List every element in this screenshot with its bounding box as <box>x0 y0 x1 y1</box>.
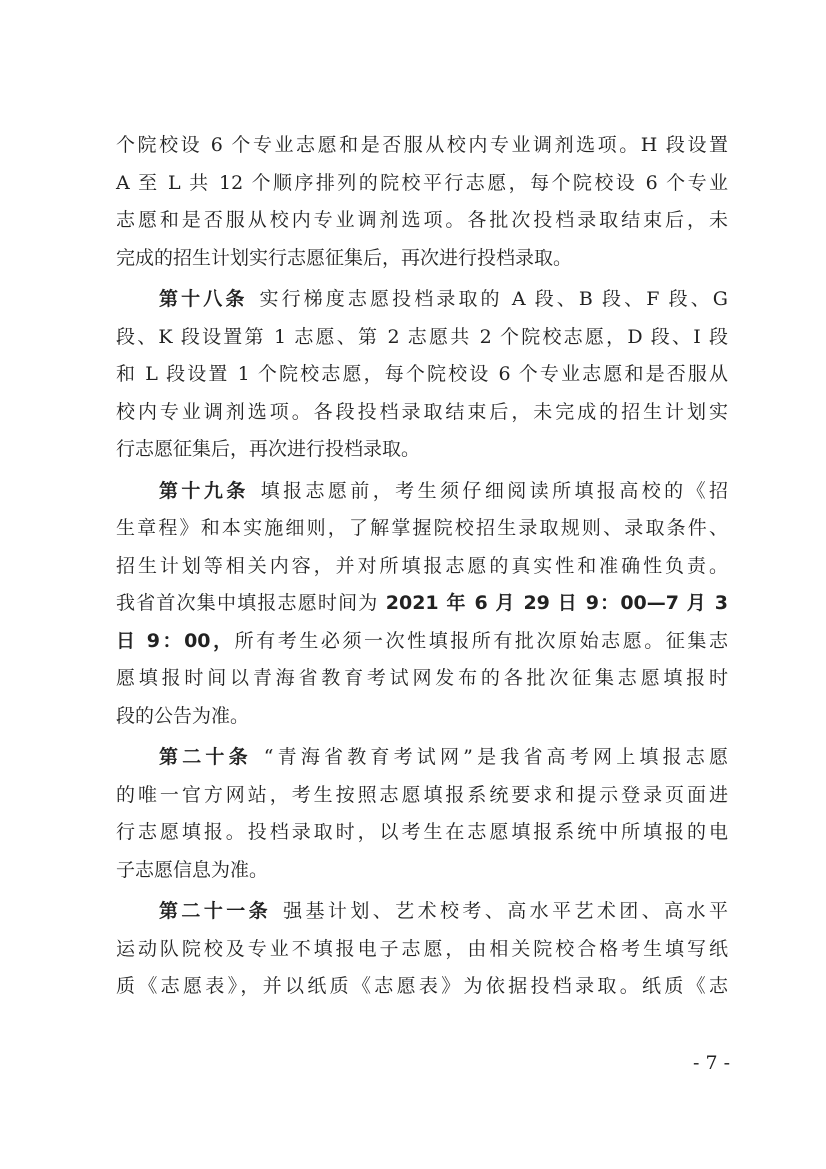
article-21 <box>116 893 728 1006</box>
text-line: 完成的招生计划实行志愿征集后，再次进行投档录取。 <box>116 246 573 269</box>
article-heading: 第二十条 <box>159 746 252 768</box>
text-line: 和 L 段设置 1 个院校志愿，每个院校设 6 个专业志愿和是否服从 <box>116 363 728 385</box>
text-line: 的唯一官方网站，考生按照志愿填报系统要求和提示登录页面进 <box>116 783 728 806</box>
article-20 <box>116 739 728 889</box>
text-line: 招生计划等相关内容，并对所填报志愿的真实性和准确性负责。 <box>116 554 728 577</box>
text-line: 校内专业调剂选项。各段投档录取结束后，未完成的招生计划实 <box>116 400 728 423</box>
article-18 <box>116 281 728 469</box>
text-line: 第十八条 实行梯度志愿投档录取的 A 段、B 段、F 段、G <box>159 288 728 310</box>
text-line: 第十九条 填报志愿前，考生须仔细阅读所填报高校的《招 <box>159 479 728 502</box>
paragraph-continuation <box>116 127 728 277</box>
text-line: 生章程》和本实施细则，了解掌握院校招生录取规则、录取条件、 <box>116 517 728 539</box>
page-number: - 7 - <box>692 1052 730 1074</box>
text-line: 段的公告为准。 <box>116 704 250 727</box>
text-line: 段、K 段设置第 1 志愿、第 2 志愿共 2 个院校志愿，D 段、I 段 <box>116 325 728 348</box>
text-line: 志愿和是否服从校内专业调剂选项。各批次投档录取结束后，未 <box>116 209 728 231</box>
text-line: 愿填报时间以青海省教育考试网发布的各批次征集志愿填报时 <box>116 667 728 689</box>
article-heading: 第十八条 <box>159 288 248 310</box>
deadline-start: 2021 年 6 月 29 日 9：00—7 月 3 <box>385 592 729 614</box>
text-line: 个院校设 6 个专业志愿和是否服从校内专业调剂选项。H 段设置 <box>116 134 728 156</box>
article-heading: 第二十一条 <box>159 900 272 922</box>
text-line: 我省首次集中填报志愿时间为 2021 年 6 月 29 日 9：00—7 月 3 <box>116 592 729 614</box>
text-line: 运动队院校及专业不填报电子志愿，由相关院校合格考生填写纸 <box>116 937 728 960</box>
text-line: 日 9：00，所有考生必须一次性填报所有批次原始志愿。征集志 <box>116 629 728 652</box>
document-body <box>116 127 728 1006</box>
text-line: 第二十条 “青海省教育考试网”是我省高考网上填报志愿 <box>159 746 728 768</box>
text-line: A 至 L 共 12 个顺序排列的院校平行志愿，每个院校设 6 个专业 <box>116 171 728 194</box>
article-heading: 第十九条 <box>159 479 249 502</box>
deadline-end: 日 9：00， <box>116 629 235 652</box>
text-line: 质《志愿表》，并以纸质《志愿表》为依据投档录取。纸质《志 <box>116 975 728 997</box>
text-line: 行志愿填报。投档录取时，以考生在志愿填报系统中所填报的电 <box>116 821 728 843</box>
text-line: 行志愿征集后，再次进行投档录取。 <box>116 438 421 460</box>
text-line: 第二十一条 强基计划、艺术校考、高水平艺术团、高水平 <box>159 900 728 922</box>
article-19 <box>116 473 728 736</box>
text-line: 子志愿信息为准。 <box>116 858 269 881</box>
